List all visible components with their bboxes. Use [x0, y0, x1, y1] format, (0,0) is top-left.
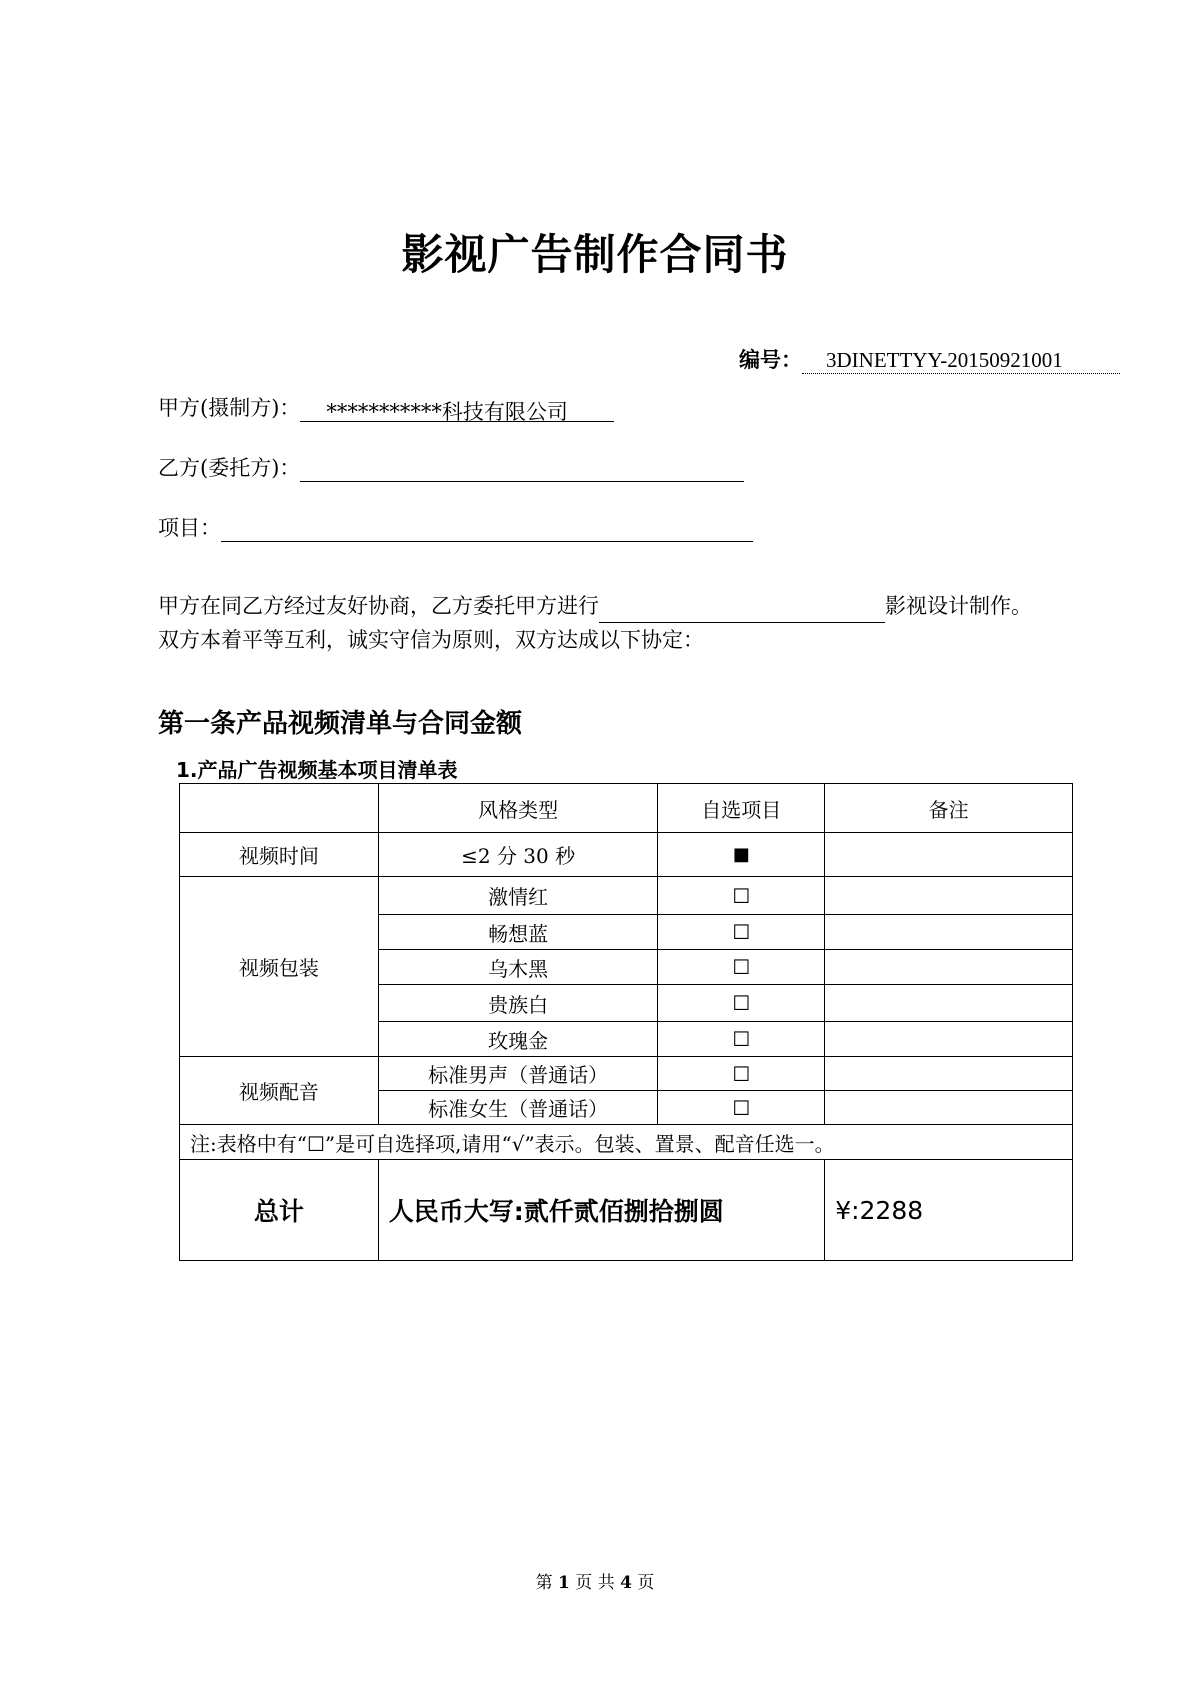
table-note-row [180, 1125, 1073, 1160]
style-cell: 贵族白 [378, 985, 658, 1022]
remark-cell [825, 833, 1073, 877]
checkbox[interactable]: ☐ [658, 950, 825, 985]
checkbox[interactable]: ☐ [658, 915, 825, 950]
table-row [180, 833, 1073, 877]
project-value [221, 516, 753, 542]
remark-cell [825, 1057, 1073, 1091]
header-cell-blank [180, 784, 379, 833]
group-label-packaging: 视频包装 [180, 877, 379, 1057]
style-cell: 玫瑰金 [378, 1022, 658, 1057]
party-a-value: ***********科技有限公司 [300, 396, 614, 422]
total-amount-in-words: 人民币大写:贰仟贰佰捌拾捌圆 [378, 1160, 824, 1261]
contract-number-label: 编号： [739, 348, 802, 372]
contract-number [739, 344, 1120, 374]
header-cell-remark: 备注 [825, 784, 1073, 833]
party-b-value [300, 456, 744, 482]
style-cell: 乌木黑 [378, 950, 658, 985]
style-cell: 激情红 [378, 877, 658, 915]
intro-part2: 影视设计制作。 双方本着平等互利，诚实守信为原则，双方达成以下协定： [158, 594, 1032, 652]
remark-cell [825, 985, 1073, 1022]
checkbox[interactable]: ☐ [658, 985, 825, 1022]
party-a-label: 甲方(摄制方)： [158, 396, 301, 420]
total-amount: ¥:2288 [825, 1160, 1073, 1261]
group-label-voiceover: 视频配音 [180, 1057, 379, 1125]
party-b-field [158, 452, 744, 482]
footer-middle: 页 共 [575, 1573, 615, 1593]
project-field [158, 512, 753, 542]
intro-part1: 甲方在同乙方经过友好协商，乙方委托甲方进行 [158, 594, 599, 618]
section-heading: 第一条产品视频清单与合同金额 [158, 709, 523, 739]
table-total-row [180, 1160, 1073, 1261]
intro-paragraph [158, 589, 1038, 657]
checkbox[interactable]: ☐ [658, 877, 825, 915]
checkbox[interactable]: ☐ [658, 1022, 825, 1057]
page-footer [0, 1568, 1190, 1593]
remark-cell [825, 950, 1073, 985]
party-a-field [158, 392, 614, 422]
checkbox[interactable]: ☐ [658, 1091, 825, 1125]
group-label-duration: 视频时间 [180, 833, 379, 877]
intro-blank-line [599, 600, 885, 623]
remark-cell [825, 1022, 1073, 1057]
style-cell: 标准女生（普通话） [378, 1091, 658, 1125]
table-header-row [180, 784, 1073, 833]
remark-cell [825, 915, 1073, 950]
style-cell: ≤2 分 30 秒 [378, 833, 658, 877]
document-title: 影视广告制作合同书 [401, 230, 789, 279]
total-page-count: 4 [620, 1573, 632, 1593]
style-cell: 畅想蓝 [378, 915, 658, 950]
total-label: 总计 [180, 1160, 379, 1261]
table-row [180, 877, 1073, 915]
current-page-number: 1 [558, 1573, 570, 1593]
filled-checkbox[interactable]: ■ [658, 833, 825, 877]
product-video-list-table [179, 783, 1073, 1261]
table-note: 注:表格中有“☐”是可自选择项,请用“√”表示。包装、置景、配音任选一。 [180, 1125, 1073, 1160]
project-label: 项目： [158, 516, 221, 540]
header-cell-style: 风格类型 [378, 784, 658, 833]
subsection-heading: 1.产品广告视频基本项目清单表 [176, 758, 458, 782]
footer-prefix: 第 [535, 1573, 553, 1593]
header-cell-option: 自选项目 [658, 784, 825, 833]
remark-cell [825, 877, 1073, 915]
contract-number-value: 3DINETTYY-20150921001 [802, 348, 1120, 374]
table-row [180, 1057, 1073, 1091]
style-cell: 标准男声（普通话） [378, 1057, 658, 1091]
party-b-label: 乙方(委托方)： [158, 456, 301, 480]
checkbox[interactable]: ☐ [658, 1057, 825, 1091]
footer-suffix: 页 [637, 1573, 655, 1593]
remark-cell [825, 1091, 1073, 1125]
